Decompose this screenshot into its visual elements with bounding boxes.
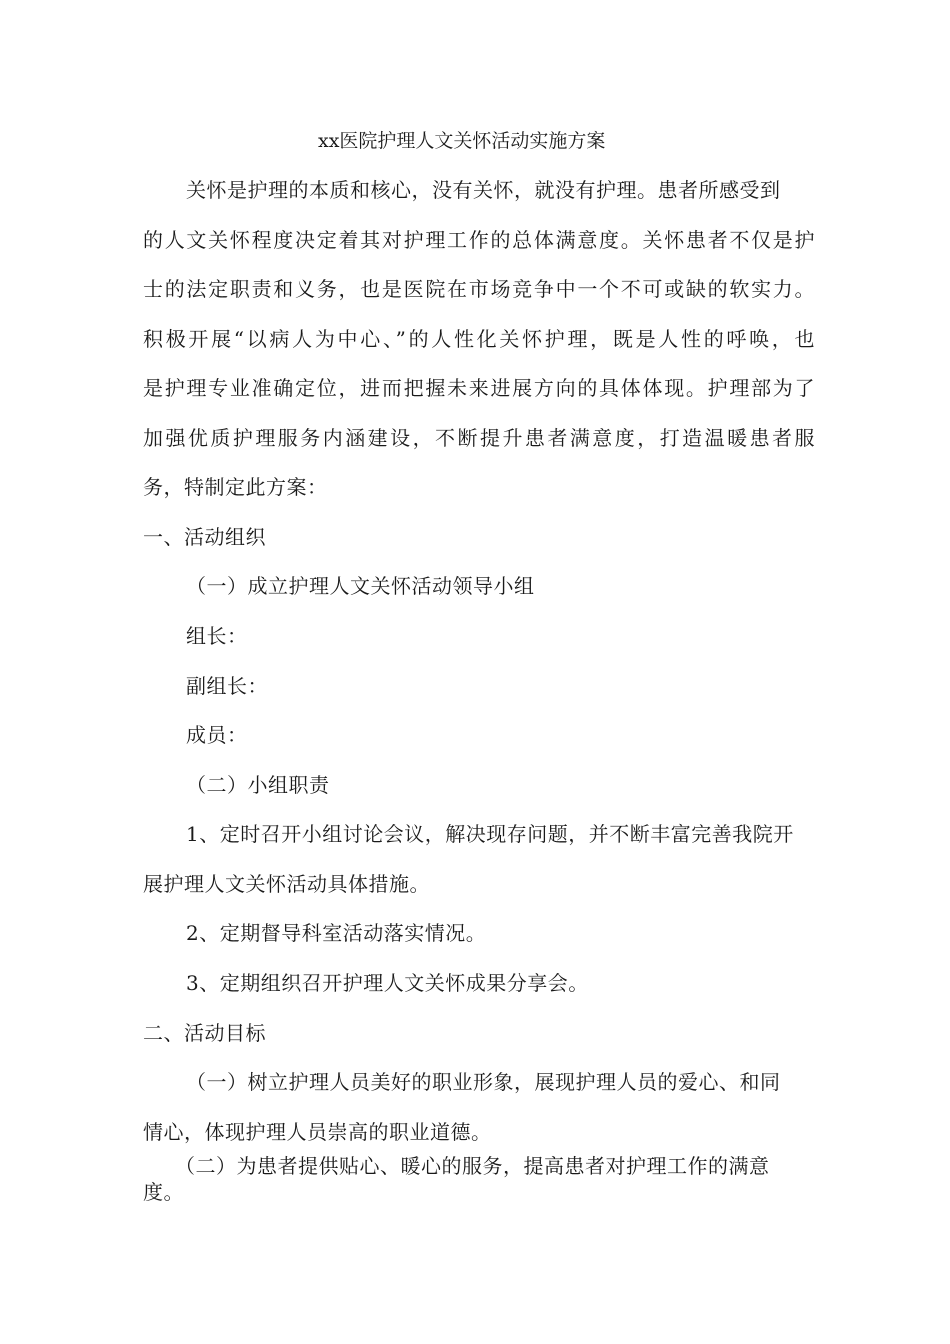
intro-line: 关怀是护理的本质和核心，没有关怀，就没有护理。患者所感受到 xyxy=(186,178,781,202)
intro-line: 是护理专业准确定位，进而把握未来进展方向的具体体现。护理部为了 xyxy=(143,376,815,400)
section-heading: 二、活动目标 xyxy=(143,1021,266,1045)
section-heading: 一、活动组织 xyxy=(143,525,266,549)
members-label: 成员： xyxy=(186,723,248,747)
intro-line: 的人文关怀程度决定着其对护理工作的总体满意度。关怀患者不仅是护 xyxy=(143,228,815,252)
leader-label: 组长： xyxy=(186,624,248,648)
subsection-heading: （一）成立护理人文关怀活动领导小组 xyxy=(186,574,535,598)
intro-line: 加强优质护理服务内涵建设，不断提升患者满意度，打造温暖患者服 xyxy=(143,426,815,450)
intro-line: 积极开展“以病人为中心、”的人性化关怀护理，既是人性的呼唤，也 xyxy=(143,327,815,351)
duty-item-continued: 展护理人文关怀活动具体措施。 xyxy=(143,872,430,896)
vice-leader-label: 副组长： xyxy=(186,674,268,698)
document-title: xx医院护理人文关怀活动实施方案 xyxy=(318,130,606,152)
intro-line: 务，特制定此方案： xyxy=(143,475,328,499)
goal-item-continued: 度。 xyxy=(143,1180,184,1204)
intro-line: 士的法定职责和义务，也是医院在市场竞争中一个不可或缺的软实力。 xyxy=(143,277,815,301)
duty-item: 2、定期督导科室活动落实情况。 xyxy=(186,921,487,945)
goal-item-continued: 情心，体现护理人员崇高的职业道德。 xyxy=(143,1120,492,1144)
goal-item: （一）树立护理人员美好的职业形象，展现护理人员的爱心、和同 xyxy=(186,1070,781,1094)
goal-item: （二）为患者提供贴心、暖心的服务，提高患者对护理工作的满意 xyxy=(175,1154,770,1178)
duty-item: 3、定期组织召开护理人文关怀成果分享会。 xyxy=(186,971,589,995)
duty-item: 1、定时召开小组讨论会议，解决现存问题，并不断丰富完善我院开 xyxy=(186,822,794,846)
subsection-heading: （二）小组职责 xyxy=(186,773,330,797)
